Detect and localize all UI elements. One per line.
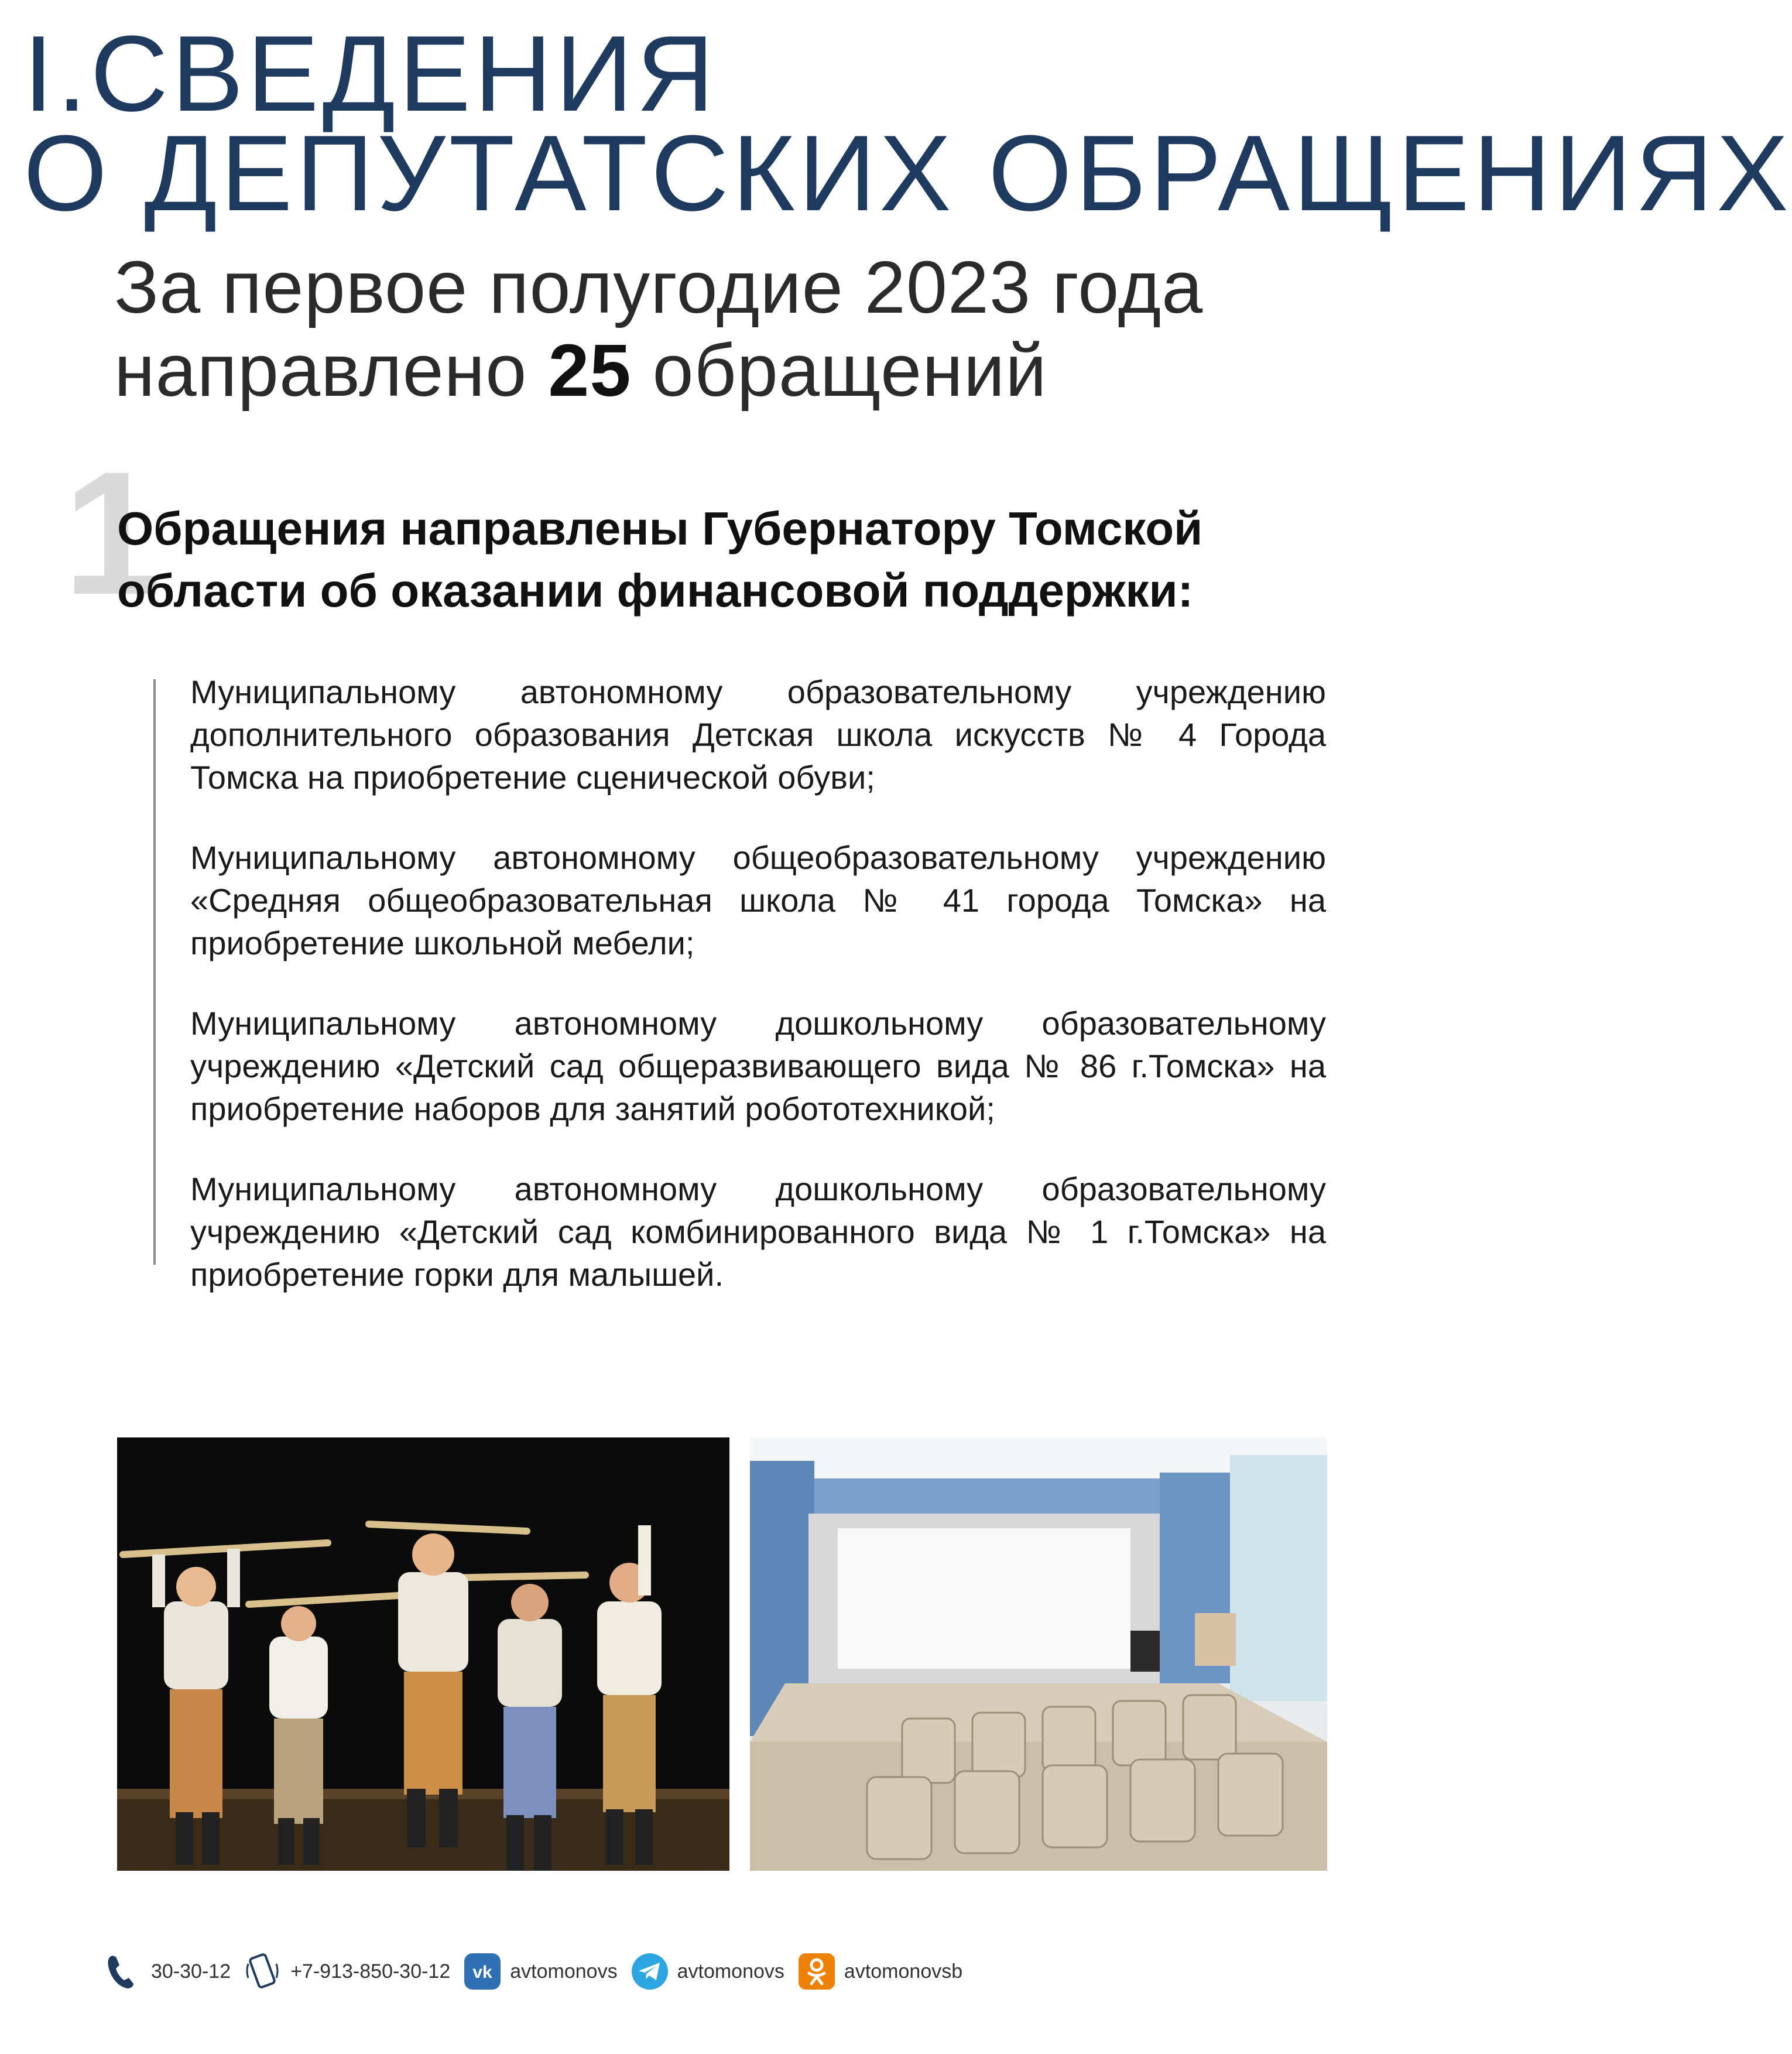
contacts-footer bbox=[104, 1945, 975, 1998]
telegram-handle: avtomonovs bbox=[677, 1960, 784, 1983]
odnoklassniki-icon bbox=[797, 1952, 836, 1991]
telegram-icon bbox=[631, 1952, 669, 1991]
list-item: Муниципальному автономному общеобразовательному учреждению «Средняя общеобразовательная школа № 41 города Томска» на приобретение школьной мебели; bbox=[190, 839, 1326, 961]
ok-handle: avtomonovsb bbox=[844, 1960, 963, 1983]
heading-line-2: О ДЕПУТАТСКИХ ОБРАЩЕНИЯХ bbox=[23, 112, 1792, 233]
phone-icon bbox=[104, 1952, 143, 1991]
phone-number: 30-30-12 bbox=[151, 1960, 231, 1983]
list-divider bbox=[153, 679, 156, 1265]
list-item: Муниципальному автономному дошкольному образовательному учреждению «Детский сад комбинированного вида № 1 г.Томска» на приобретение горки для малышей. bbox=[190, 1170, 1326, 1293]
vk-icon bbox=[463, 1952, 502, 1991]
dancers-photo bbox=[117, 1437, 729, 1871]
appeals-list bbox=[190, 670, 1326, 1333]
assembly-hall-photo bbox=[750, 1437, 1327, 1871]
telegram-contact[interactable] bbox=[631, 1952, 784, 1991]
summary-suffix: обращений bbox=[631, 329, 1047, 412]
summary-line-1: За первое полугодие 2023 года bbox=[114, 246, 1204, 328]
summary-text bbox=[114, 246, 1203, 412]
summary-prefix: направлено bbox=[114, 329, 549, 412]
page-heading bbox=[23, 13, 1792, 233]
mobile-phone-icon bbox=[244, 1952, 282, 1991]
mobile-number: +7-913-850-30-12 bbox=[290, 1960, 451, 1983]
section-number: 1 bbox=[63, 434, 161, 631]
list-item: Муниципальному автономному дошкольному образовательному учреждению «Детский сад общеразвивающего вида № 86 г.Томска» на приобретение наборов для занятий робототехникой; bbox=[190, 1005, 1326, 1127]
mobile-contact[interactable] bbox=[244, 1952, 450, 1991]
summary-line-2 bbox=[114, 329, 1203, 412]
vk-handle: avtomonovs bbox=[510, 1960, 618, 1983]
phone-contact[interactable] bbox=[104, 1952, 231, 1991]
section-heading-line-2: области об оказании финансовой поддержки: bbox=[117, 564, 1194, 617]
ok-contact[interactable] bbox=[797, 1952, 962, 1991]
section-heading-line-1: Обращения направлены Губернатору Томской bbox=[117, 502, 1203, 554]
section-heading bbox=[117, 498, 1202, 622]
svg-text:vk: vk bbox=[472, 1963, 492, 1982]
heading-line-1: I.СВЕДЕНИЯ bbox=[23, 13, 718, 133]
appeals-count: 25 bbox=[548, 329, 632, 412]
vk-contact[interactable] bbox=[463, 1952, 617, 1991]
list-item: Муниципальному автономному образовательному учреждению дополнительного образования Детская школа искусств № 4 Города Томска на приобретение сценической обуви; bbox=[190, 673, 1326, 796]
